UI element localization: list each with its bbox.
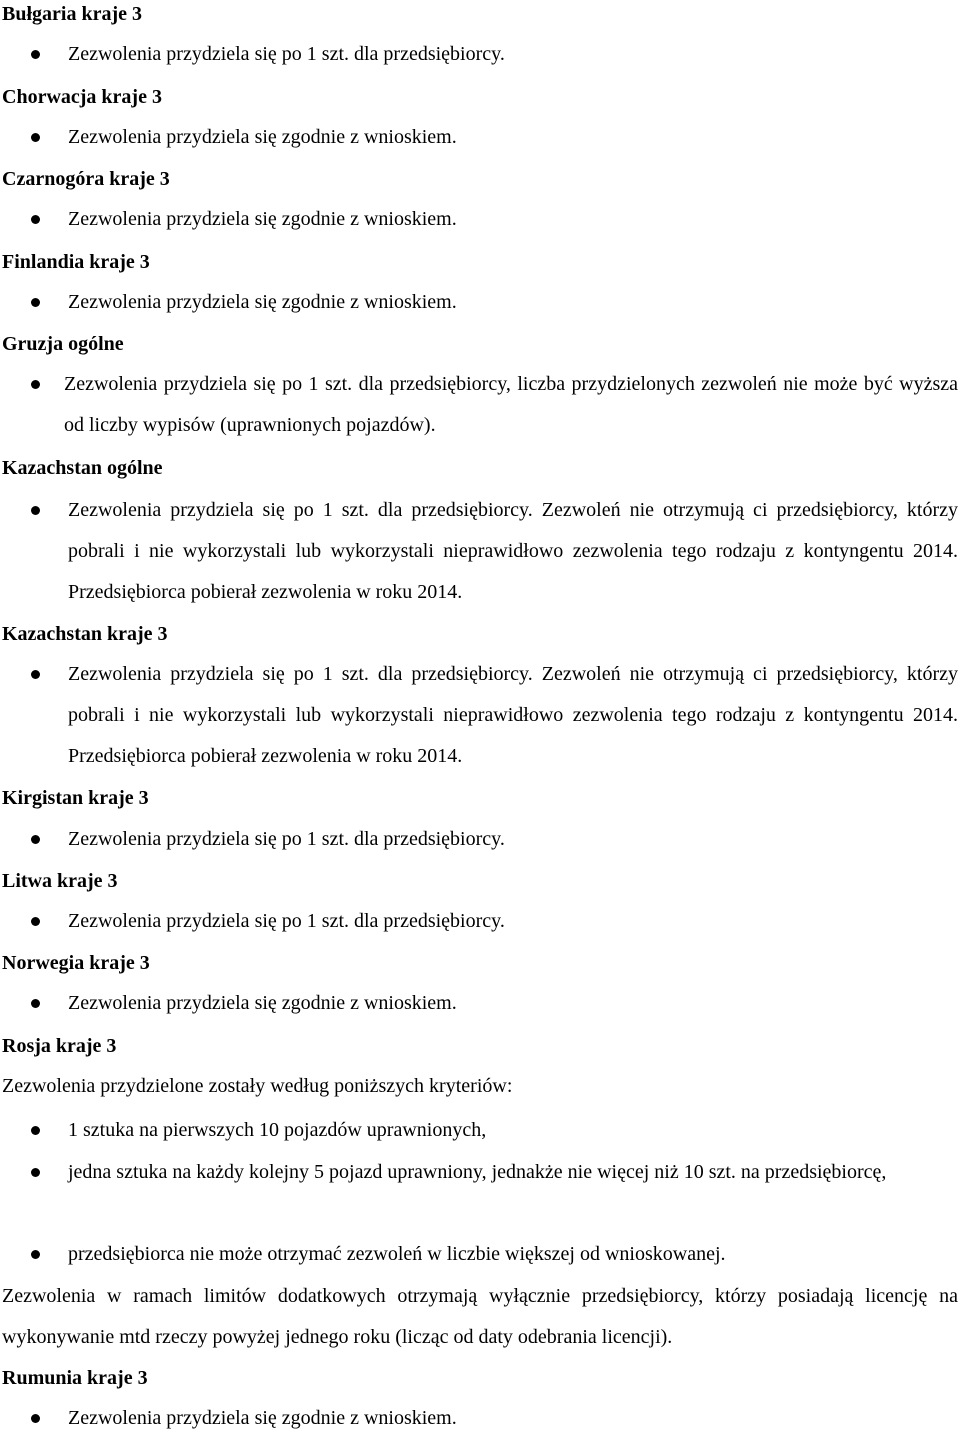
section-heading-finlandia: Finlandia kraje 3 bbox=[2, 251, 150, 273]
bullet-icon bbox=[31, 999, 40, 1008]
item-text: Zezwolenia przydziela się po 1 szt. dla przedsiębiorcy. bbox=[68, 828, 505, 850]
list-item bbox=[68, 1152, 958, 1193]
bullet-icon bbox=[31, 133, 40, 142]
section-heading-gruzja: Gruzja ogólne bbox=[2, 333, 124, 355]
list-item bbox=[68, 819, 958, 860]
list-item bbox=[68, 901, 958, 942]
list-item bbox=[68, 1398, 958, 1439]
item-text: 1 sztuka na pierwszych 10 pojazdów uprawnionych, bbox=[68, 1119, 487, 1141]
bullet-icon bbox=[31, 50, 40, 59]
item-text: Zezwolenia przydziela się zgodnie z wnioskiem. bbox=[68, 126, 457, 148]
section-heading-litwa: Litwa kraje 3 bbox=[2, 870, 118, 892]
item-text: jedna sztuka na każdy kolejny 5 pojazd uprawniony, jednakże nie więcej niż 10 szt. na przedsiębiorcę, bbox=[68, 1161, 887, 1183]
item-text: Zezwolenia przydziela się zgodnie z wnioskiem. bbox=[68, 1407, 457, 1429]
bullet-icon bbox=[31, 506, 40, 515]
section-heading-norwegia: Norwegia kraje 3 bbox=[2, 952, 150, 974]
item-text: Zezwolenia przydziela się po 1 szt. dla przedsiębiorcy. bbox=[68, 910, 505, 932]
bullet-icon bbox=[31, 1250, 40, 1259]
section-heading-rumunia: Rumunia kraje 3 bbox=[2, 1367, 148, 1389]
list-item bbox=[68, 117, 958, 158]
list-item bbox=[68, 983, 958, 1024]
bullet-icon bbox=[31, 1168, 40, 1177]
item-text: Zezwolenia przydziela się zgodnie z wnioskiem. bbox=[68, 208, 457, 230]
item-text: Zezwolenia przydziela się zgodnie z wnioskiem. bbox=[68, 291, 457, 313]
bullet-icon bbox=[31, 1126, 40, 1135]
item-text: Zezwolenia przydziela się po 1 szt. dla przedsiębiorcy, liczba przydzielonych zezwoleń nie może być wyższa od liczby wypisów (uprawnionych pojazdów). bbox=[64, 373, 958, 436]
item-text: Zezwolenia przydziela się zgodnie z wnioskiem. bbox=[68, 992, 457, 1014]
section-heading-kazachstan-kraje: Kazachstan kraje 3 bbox=[2, 623, 168, 645]
bullet-icon bbox=[31, 917, 40, 926]
list-item bbox=[64, 364, 958, 446]
list-item bbox=[68, 1110, 958, 1151]
item-text: Zezwolenia przydziela się po 1 szt. dla przedsiębiorcy. Zezwoleń nie otrzymują ci przedsiębiorcy, którzy pobrali i nie wykorzystali lub wykorzystali nieprawidłowo zezwolenia tego rodzaju z kontyngentu 2014. Przedsiębiorca pobierał zezwolenia w roku 2014. bbox=[68, 663, 958, 767]
section-heading-czarnogora: Czarnogóra kraje 3 bbox=[2, 168, 170, 190]
criteria-intro: Zezwolenia przydzielone zostały według poniższych kryteriów: bbox=[2, 1075, 513, 1097]
list-item bbox=[68, 199, 958, 240]
section-heading-kazachstan-ogolne: Kazachstan ogólne bbox=[2, 457, 163, 479]
bullet-icon bbox=[31, 215, 40, 224]
criteria-outro: Zezwolenia w ramach limitów dodatkowych otrzymają wyłącznie przedsiębiorcy, którzy posiadają licencję na wykonywanie mtd rzeczy powyżej jednego roku (licząc od daty odebrania licencji). bbox=[2, 1285, 958, 1348]
bullet-icon bbox=[31, 835, 40, 844]
section-heading-kirgistan: Kirgistan kraje 3 bbox=[2, 787, 149, 809]
bullet-icon bbox=[31, 1414, 40, 1423]
list-item bbox=[68, 490, 958, 613]
list-item bbox=[68, 34, 958, 75]
item-text: Zezwolenia przydziela się po 1 szt. dla przedsiębiorcy. bbox=[68, 43, 505, 65]
section-heading-bulgaria: Bułgaria kraje 3 bbox=[2, 3, 142, 25]
bullet-icon bbox=[31, 670, 40, 679]
section-heading-rosja: Rosja kraje 3 bbox=[2, 1035, 117, 1057]
list-item bbox=[68, 1234, 958, 1275]
list-item bbox=[68, 654, 958, 777]
section-heading-chorwacja: Chorwacja kraje 3 bbox=[2, 86, 162, 108]
bullet-icon bbox=[31, 380, 40, 389]
item-text: przedsiębiorca nie może otrzymać zezwoleń w liczbie większej od wnioskowanej. bbox=[68, 1243, 726, 1265]
bullet-icon bbox=[31, 298, 40, 307]
list-item bbox=[68, 282, 958, 323]
item-text: Zezwolenia przydziela się po 1 szt. dla przedsiębiorcy. Zezwoleń nie otrzymują ci przedsiębiorcy, którzy pobrali i nie wykorzystali lub wykorzystali nieprawidłowo zezwolenia tego rodzaju z kontyngentu 2014. Przedsiębiorca pobierał zezwolenia w roku 2014. bbox=[68, 499, 958, 603]
